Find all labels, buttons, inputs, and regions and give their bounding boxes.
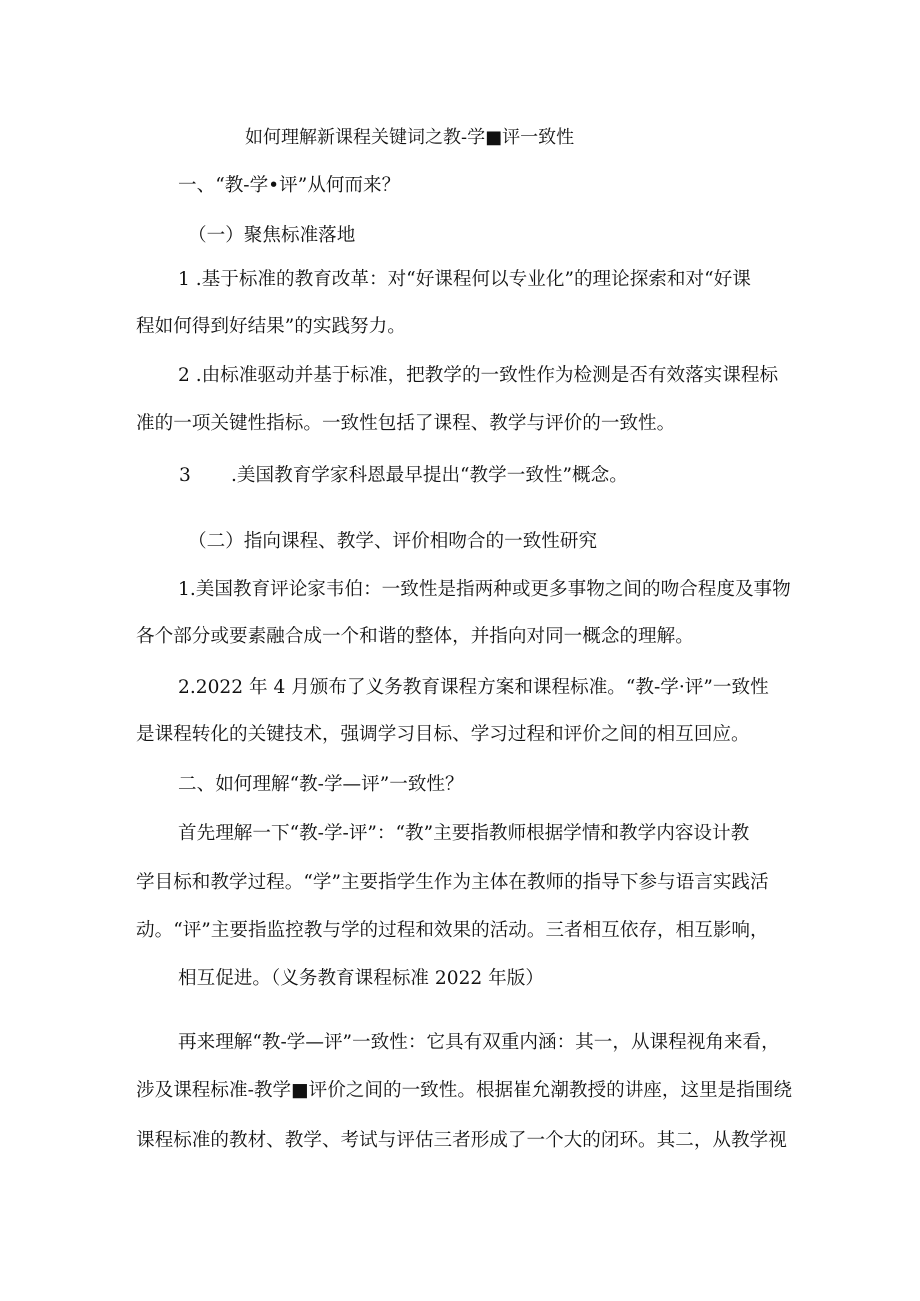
paragraph-line: 2 .由标准驱动并基于标准，把教学的一致性作为检测是否有效落实课程标 <box>178 365 779 386</box>
subsection-heading-2: （二）指向课程、教学、评价相吻合的一致性研究 <box>188 531 598 552</box>
paragraph-line: 涉及课程标准-教学■评价之间的一致性。根据崔允潮教授的讲座，这里是指围绕 <box>136 1080 793 1101</box>
paragraph-line: 程如何得到好结果”的实践努力。 <box>136 316 406 337</box>
subsection-heading-1: （一）聚焦标准落地 <box>188 225 356 246</box>
paragraph-line: 是课程转化的关键技术，强调学习目标、学习过程和评价之间的相互回应。 <box>136 724 750 745</box>
paragraph-line: 1 .基于标准的教育改革：对“好课程何以专业化”的理论探索和对“好课 <box>178 269 751 290</box>
paragraph-line: 再来理解“教-学—评”一致性：它具有双重内涵：其一，从课程视角来看， <box>178 1032 780 1053</box>
paragraph-line: .美国教育学家科恩最早提出“教学一致性”概念。 <box>231 465 628 486</box>
paragraph-line: 1.美国教育评论家韦伯：一致性是指两种或更多事物之间的吻合程度及事物 <box>178 579 791 600</box>
paragraph-line: 相互促进。（义务教育课程标准 2022 年版） <box>178 968 544 989</box>
section-heading-1: 一、“教-学•评”从何而来？ <box>178 175 401 196</box>
paragraph-line: 各个部分或要素融合成一个和谐的整体，并指向对同一概念的理解。 <box>136 626 694 647</box>
paragraph-line: 动。“评”主要指监控教与学的过程和效果的活动。三者相互依存，相互影响， <box>136 920 769 941</box>
paragraph-line: 2.2022 年 4 月颁布了义务教育课程方案和课程标准。“教-学·评”一致性 <box>178 677 769 698</box>
paragraph-line: 首先理解一下“教-学-评”：“教”主要指教师根据学情和教学内容设计教 <box>178 823 750 844</box>
section-heading-2: 二、如何理解“教-学—评”一致性？ <box>178 774 464 795</box>
paragraph-line: 学目标和教学过程。“学”主要指学生作为主体在教师的指导下参与语言实践活 <box>136 872 769 893</box>
list-item-number: 3 <box>179 465 191 486</box>
document-title: 如何理解新课程关键词之教-学■评一致性 <box>245 127 575 148</box>
paragraph-line: 课程标准的教材、教学、考试与评估三者形成了一个大的闭环。其二，从教学视 <box>136 1130 787 1151</box>
paragraph-line: 准的一项关键性指标。一致性包括了课程、教学与评价的一致性。 <box>136 413 676 434</box>
